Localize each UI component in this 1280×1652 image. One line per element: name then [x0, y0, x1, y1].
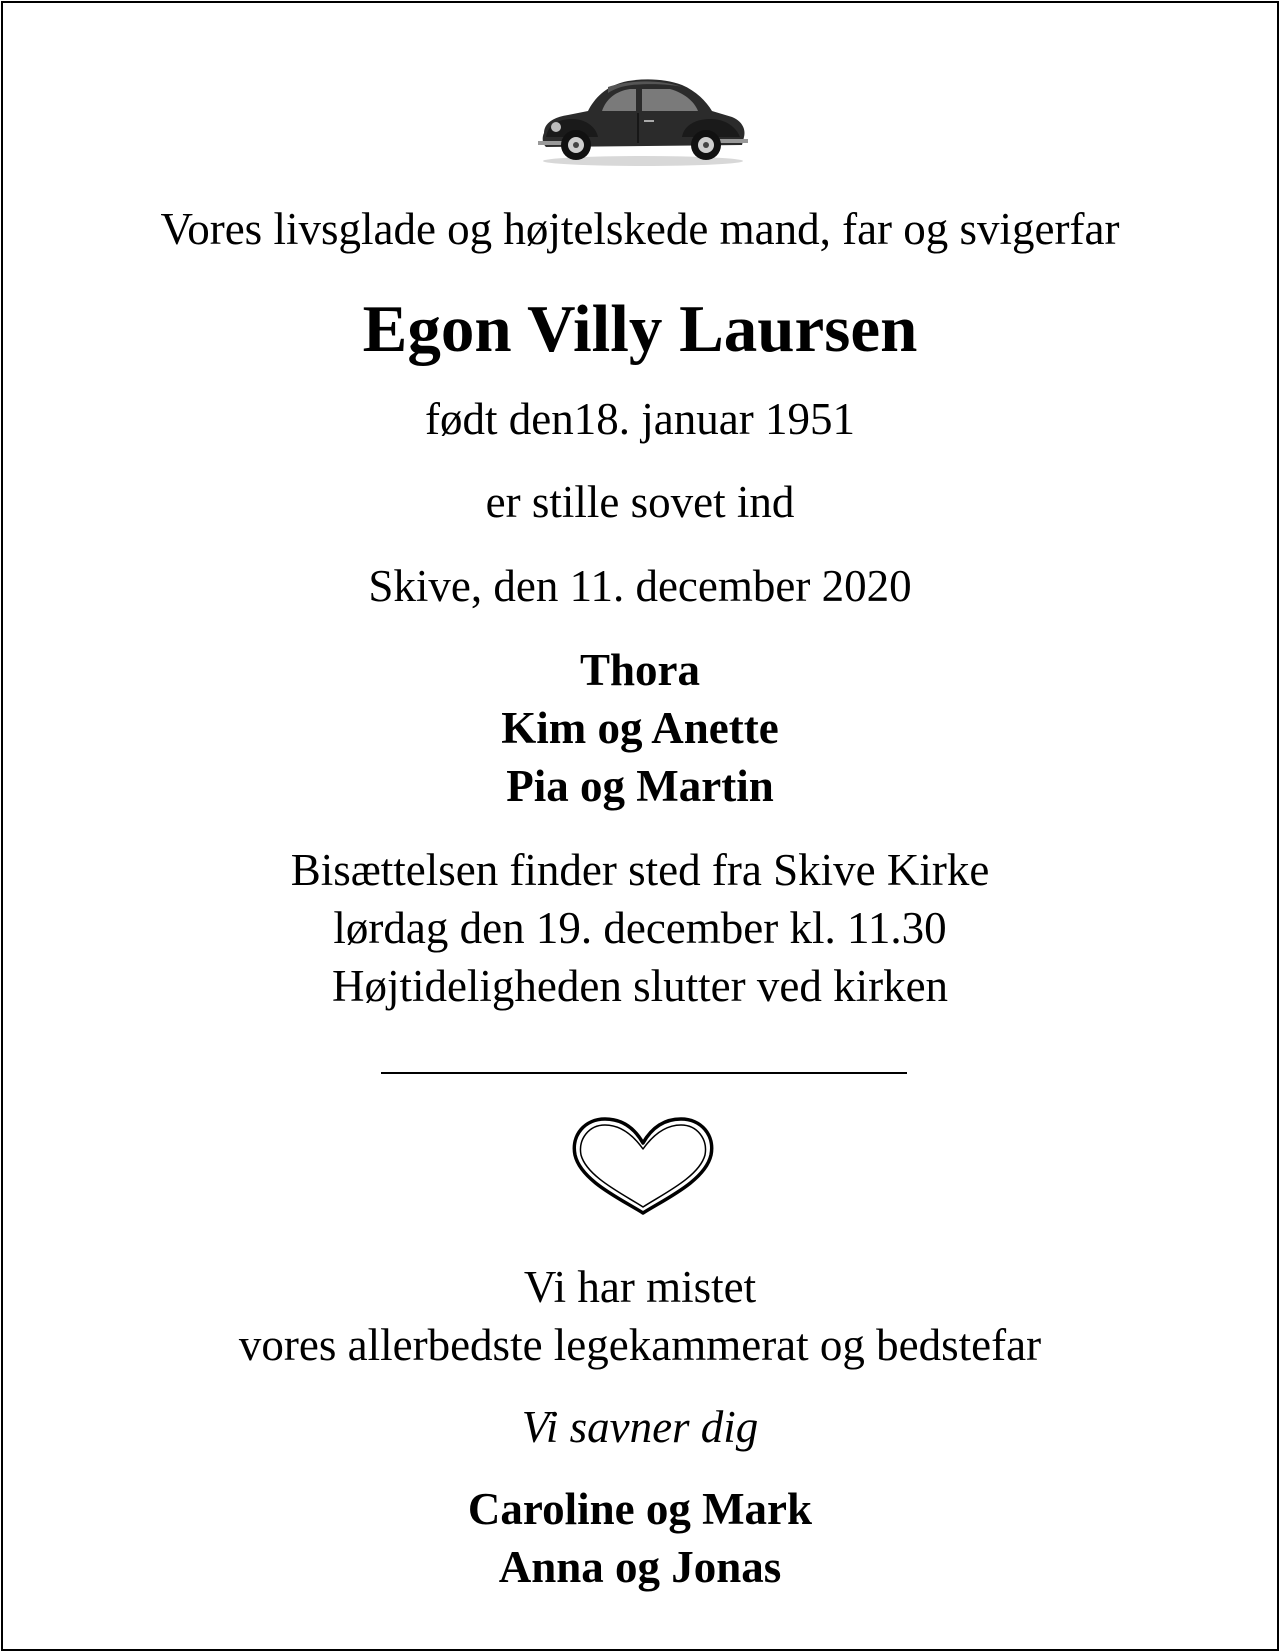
passing-text: er stille sovet ind [485, 477, 795, 527]
funeral-line: Højtideligheden slutter ved kirken [331, 961, 949, 1011]
miss-you-text: Vi savner dig [521, 1402, 759, 1452]
grandchildren-text: Vi har mistet [523, 1262, 757, 1312]
family-member: Thora [579, 645, 700, 695]
place-and-date: Skive, den 11. december 2020 [368, 561, 912, 611]
funeral-line: Bisættelsen finder sted fra Skive Kirke [290, 845, 990, 895]
vintage-car-icon [536, 73, 750, 169]
funeral-line: lørdag den 19. december kl. 11.30 [333, 903, 947, 953]
grandchild-names: Caroline og Mark [467, 1484, 813, 1534]
birth-date: født den18. januar 1951 [425, 394, 855, 444]
obituary-notice [1, 1, 1279, 1651]
deceased-name: Egon Villy Laursen [362, 292, 918, 366]
heart-outline-icon [569, 1113, 717, 1217]
grandchildren-text: vores allerbedste legekammerat og bedstefar [238, 1320, 1042, 1370]
family-member: Pia og Martin [506, 761, 774, 811]
intro-text: Vores livsglade og højtelskede mand, far og svigerfar [160, 204, 1120, 254]
grandchild-names: Anna og Jonas [498, 1542, 782, 1592]
family-member: Kim og Anette [501, 703, 779, 753]
divider-line [381, 1072, 907, 1074]
